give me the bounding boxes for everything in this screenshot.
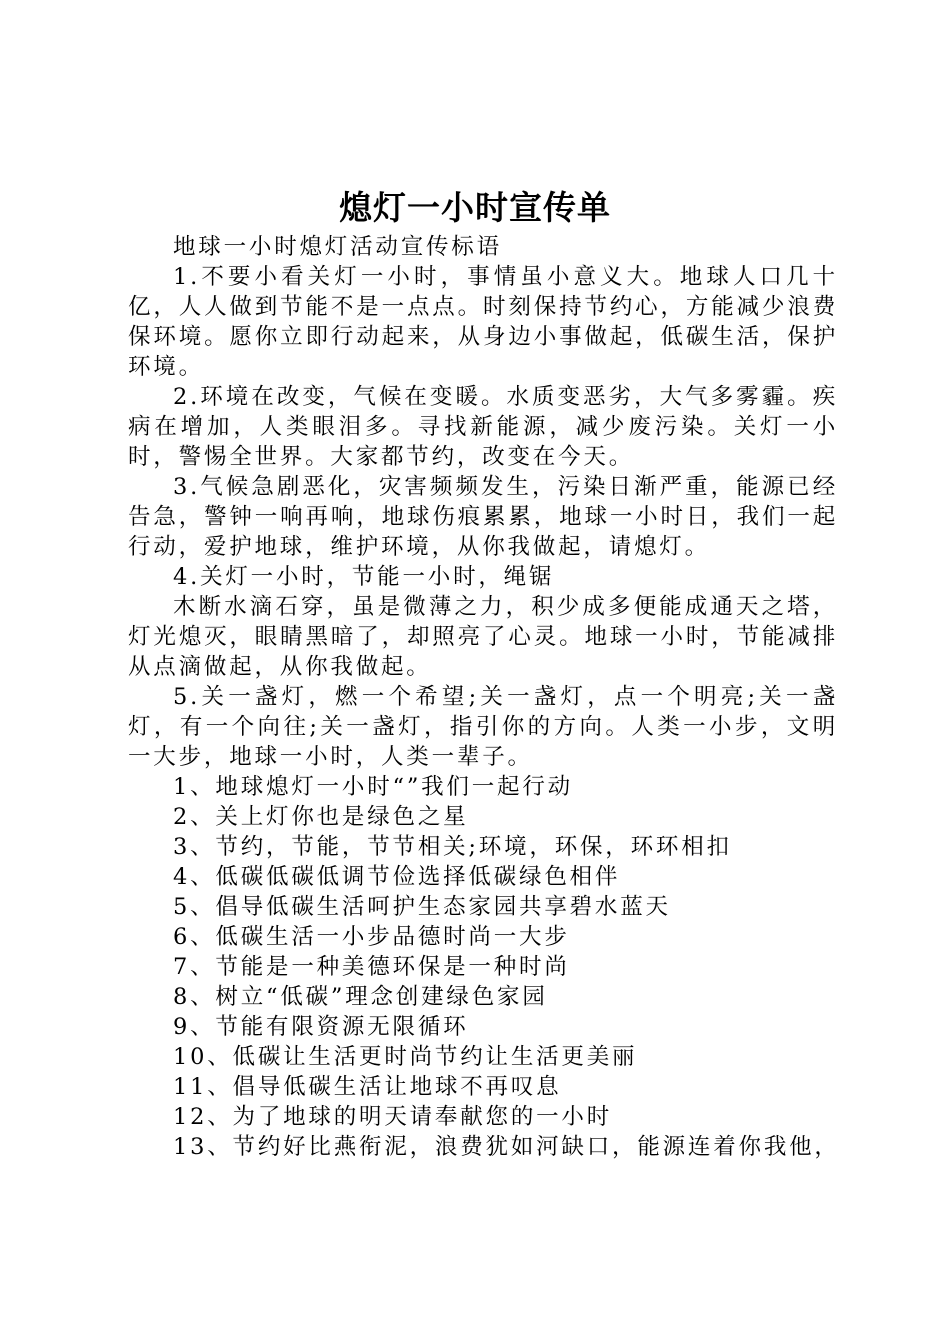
list-item: 4、低碳低碳低调节俭选择低碳绿色相伴	[173, 864, 621, 890]
list-item: 10、低碳让生活更时尚节约让生活更美丽	[173, 1044, 638, 1070]
paragraph-3: 3.气候急剧恶化，灾害频频发生，污染日渐严重，能源已经告急，警钟一响再响，地球伤痕累累，地球一小时日，我们一起行动，爱护地球，维护环境，从你我做起，请熄灯。	[128, 474, 838, 560]
paragraph-4-continued: 木断水滴石穿，虽是微薄之力，积少成多便能成通天之塔，灯光熄灭，眼睛黑暗了，却照亮了心灵。地球一小时，节能减排从点滴做起，从你我做起。	[128, 594, 838, 680]
list-item: 12、为了地球的明天请奉献您的一小时	[173, 1104, 613, 1130]
list-item: 11、倡导低碳生活让地球不再叹息	[173, 1074, 562, 1100]
list-item: 2、关上灯你也是绿色之星	[173, 804, 469, 830]
slogan-list	[128, 772, 838, 1162]
subtitle: 地球一小时熄灯活动宣传标语	[173, 234, 502, 260]
list-item: 1、地球熄灯一小时“”我们一起行动	[173, 774, 573, 800]
list-item: 7、节能是一种美德环保是一种时尚	[173, 954, 570, 980]
paragraph-1: 1.不要小看关灯一小时，事情虽小意义大。地球人口几十亿，人人做到节能不是一点点。时刻保持节约心，方能减少浪费保环境。愿你立即行动起来，从身边小事做起，低碳生活，保护环境。	[128, 264, 838, 380]
list-item: 9、节能有限资源无限循环	[173, 1014, 469, 1040]
document-body	[128, 232, 838, 1162]
list-item: 13、节约好比燕衔泥，浪费犹如河缺口，能源连着你我他，	[173, 1134, 840, 1160]
list-item: 5、倡导低碳生活呵护生态家园共享碧水蓝天	[173, 894, 671, 920]
paragraph-5: 5.关一盏灯，燃一个希望;关一盏灯，点一个明亮;关一盏灯，有一个向往;关一盏灯，指引你的方向。人类一小步，文明一大步，地球一小时，人类一辈子。	[128, 684, 838, 770]
document-title: 熄灯一小时宣传单	[339, 188, 611, 227]
list-item: 6、低碳生活一小步品德时尚一大步	[173, 924, 570, 950]
list-item: 3、节约，节能，节节相关;环境，环保，环环相扣	[173, 834, 732, 860]
paragraph-4: 4.关灯一小时，节能一小时，绳锯	[173, 564, 555, 590]
list-item: 8、树立“低碳”理念创建绿色家园	[173, 984, 548, 1010]
paragraph-2: 2.环境在改变，气候在变暖。水质变恶劣，大气多雾霾。疾病在增加，人类眼泪多。寻找新能源，减少废污染。关灯一小时，警惕全世界。大家都节约，改变在今天。	[128, 384, 838, 470]
